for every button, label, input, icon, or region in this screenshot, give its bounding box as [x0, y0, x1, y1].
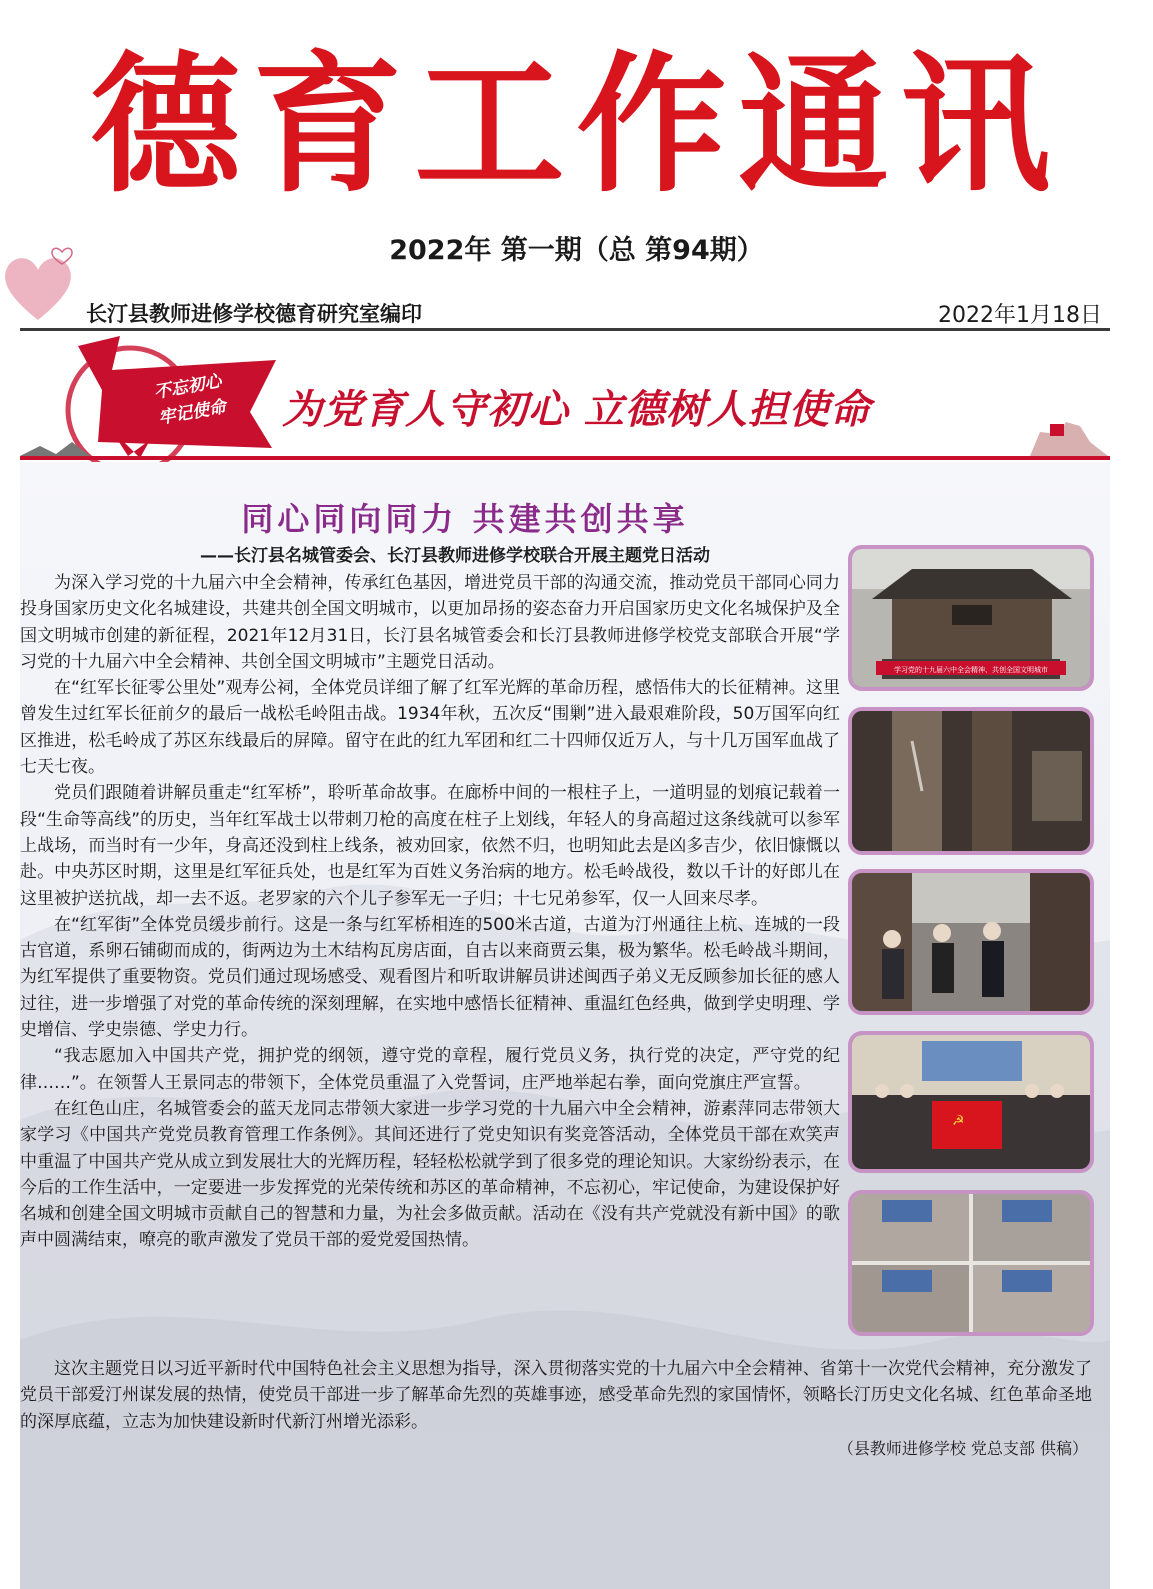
article-subtitle: ——长汀县名城管委会、长汀县教师进修学校联合开展主题党日活动 — [200, 546, 710, 566]
paragraph: “我志愿加入中国共产党，拥护党的纲领，遵守党的章程，履行党员义务，执行党的决定，严守党的纪律……”。在领誓人王景同志的带领下，全体党员重温了入党誓词，庄严地举起右拳，面向党旗庄严宣誓。 — [20, 1046, 840, 1093]
publisher-row — [20, 298, 1110, 331]
paragraph: 在红色山庄，名城管委会的蓝天龙同志带领大家进一步学习党的十九届六中全会精神，游素萍同志带领大家学习《中国共产党党员教育管理工作条例》。其间还进行了党史知识有奖竞答活动，全体党员干部在欢笑声中重温了中国共产党从成立到发展壮大的光辉历程，轻轻松松就学到了很多党的理论知识。大家纷纷表示，在今后的工作生活中，一定要进一步发挥党的光荣传统和苏区的革命精神，不忘初心，牢记使命，为建设保护好名城和创建全国文明城市贡献自己的智慧和力量，为社会多做贡献。活动在《没有共产党就没有新中国》的歌声中圆满结束，嘹亮的歌声激发了党员干部的爱党爱国热情。 — [20, 1098, 840, 1251]
paragraph: 在“红军长征零公里处”观寿公祠，全体党员详细了解了红军光辉的革命历程，感悟伟大的长征精神。这里曾发生过红军长征前夕的最后一战松毛岭阻击战。1934年秋，五次反“围剿”进入最艰难阶段，50万国军向红区推进，松毛岭成了苏区东线最后的屏障。留守在此的红九军团和红二十四师仅近万人，与十几万国军血战了七天七夜。 — [20, 678, 840, 778]
photo-banner-text: 学习党的十九届六中全会精神、共创全国文明城市 — [894, 666, 1048, 674]
masthead-title: 德育工作通讯 — [90, 37, 1063, 213]
photo-red-army-street — [848, 869, 1094, 1015]
photo-study-session — [848, 1190, 1094, 1336]
paragraph: 在“红军街”全体党员缓步前行。这是一条与红军桥相连的500米古道，古道为汀州通往上杭、连城的一段古官道，系卵石铺砌而成的，街两边为土木结构瓦房店面，自古以来商贾云集，极为繁华。松毛岭战斗期间，为红军提供了重要物资。党员们通过现场感受、观看图片和听取讲解员讲述闽西子弟义无反顾参加长征的感人过往，进一步增强了对党的革命传统的深刻理解，在实地中感悟长征精神、重温红色经典，做到学史明理、学史增信、学史崇德、学史力行。 — [20, 914, 840, 1041]
paragraph: 这次主题党日以习近平新时代中国特色社会主义思想为指导，深入贯彻落实党的十九届六中全会精神、省第十一次党代会精神，充分激发了党员干部爱汀州谋发展的热情，使党员干部进一步了解革命先烈的英雄事迹，感受革命先烈的家国情怀，领略长汀历史文化名城、红色革命圣地的深厚底蕴，立志为加快建设新时代新汀州增光添彩。 — [20, 1359, 1092, 1432]
paragraph: 为深入学习党的十九届六中全会精神，传承红色基因，增进党员干部的沟通交流，推动党员干部同心同力投身国家历史文化名城建设，共建共创全国文明城市，以更加昂扬的姿态奋力开启国家历史文化名城保护及全国文明城市创建的新征程，2021年12月31日，长汀县名城管委会和长汀县教师进修学校党支部联合开展“学习党的十九届六中全会精神、共创全国文明城市”主题党日活动。 — [20, 573, 840, 672]
photo-bridge-pillar — [848, 707, 1094, 855]
paragraph: 党员们跟随着讲解员重走“红军桥”，聆听革命故事。在廊桥中间的一根柱子上，一道明显的划痕记载着一段“生命等高线”的历史，当年红军战士以带刺刀枪的高度在柱子上划线，年轻人的身高超过这条线就可以参军上战场，而当时有一少年，身高还没到柱上线条，被劝回家，依然不归，也明知此去是凶多吉少，依旧慷慨以赴。中央苏区时期，这里是红军征兵处，也是红军为百姓义务治病的地方。松毛岭战役，数以千计的好郎儿在这里被护送抗战，却一去不返。老罗家的六个儿子参军无一子归；十七兄弟参军，仅一人回来尽孝。 — [20, 783, 840, 909]
great-wall-icon — [1030, 422, 1108, 456]
issue-number: 2022年 第一期（总 第94期） — [389, 235, 764, 266]
svg-text:☭: ☭ — [952, 1113, 965, 1129]
article-body — [20, 570, 840, 1254]
publish-date: 2022年1月18日 — [938, 303, 1102, 328]
photo-ancestral-hall — [848, 545, 1094, 691]
banner-stamp: 不忘初心 牢记使命 — [152, 371, 228, 429]
publisher-name: 长汀县教师进修学校德育研究室编印 — [86, 302, 422, 326]
article-body-conclusion — [20, 1356, 1092, 1435]
photo-oath-ceremony — [848, 1031, 1094, 1173]
banner-slogan: 为党育人守初心 立德树人担使命 — [282, 387, 871, 433]
article-title: 同心同向同力 共建共创共享 — [241, 500, 689, 538]
article-credit: （县教师进修学校 党总支部 供稿） — [837, 1439, 1088, 1458]
